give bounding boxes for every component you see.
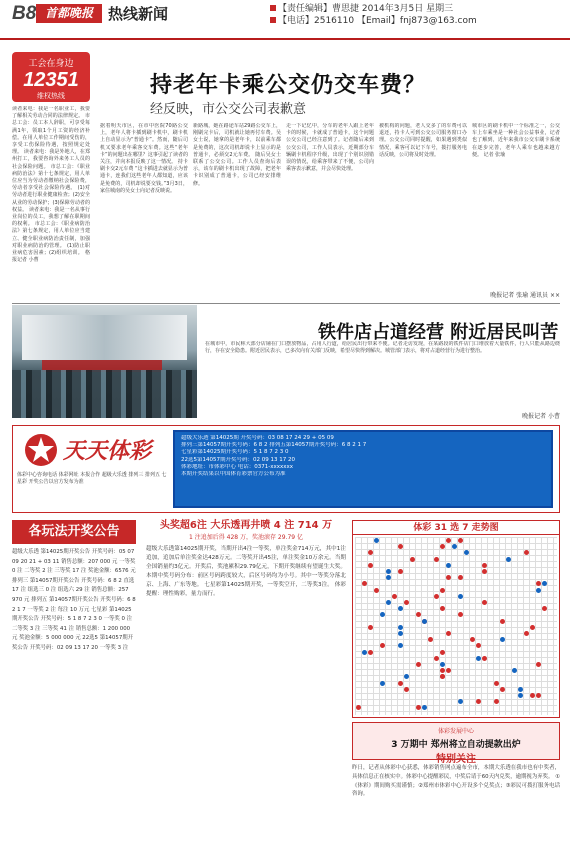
news-photo — [12, 305, 197, 418]
trend-chart — [352, 520, 560, 718]
trend-marker — [398, 625, 403, 630]
trend-marker — [380, 643, 385, 648]
trend-marker — [440, 588, 445, 593]
trend-marker — [404, 674, 409, 679]
section-title: 热线新闻 — [108, 5, 169, 23]
trend-marker — [524, 631, 529, 636]
trend-marker — [476, 643, 481, 648]
trend-marker — [518, 687, 523, 692]
trend-marker — [476, 656, 481, 661]
column-badge — [12, 52, 90, 102]
trend-marker — [416, 612, 421, 617]
photo-storefront — [22, 315, 187, 360]
draw-notice — [12, 520, 136, 838]
contact-line: 【电话】2516110 【Email】fnj873@163.com — [278, 16, 477, 26]
trend-marker — [398, 569, 403, 574]
trend-marker — [362, 581, 367, 586]
notice-body: 超级大乐透 第14025期开奖公告 开奖号码：05 07 09 20 21 + 03 11 销售总额：207 000 元 一等奖 0 注 二等奖 2 注 三等奖 17 注 奖池金额：6576 元 排列三 第14057期开奖公告 开奖号码：6 8 2 直选 17 注 组选三 0 注 组选六 29 注 销售总额：257 970 元 排列五 第14057期开奖公告 开奖号码：6 8 2 1 7 一等奖 2 注 每注 10 万元 七星彩 第14025期开奖公告 开奖号码：5 1 8 7 2 3 0 一等奖 0 注 二等奖 3 注 三等奖 41 注 销售总额：1 200 000 元 奖池金额：5 000 000 元 22选5 第14057期开奖公告 开奖号码：02 09 13 17 20 一等奖 3 注 — [12, 549, 136, 651]
promo-line-3: 特别关注 — [436, 754, 476, 765]
trend-marker — [416, 705, 421, 710]
trend-marker — [482, 563, 487, 568]
lottery-result-line: 七星彩第14025期开奖号码：5 1 8 7 2 3 0 — [181, 449, 289, 456]
trend-marker — [500, 637, 505, 642]
trend-marker — [446, 668, 451, 673]
main-headline: 持老年卡乘公交仍交车费？ — [150, 73, 427, 98]
lottery-banner — [12, 425, 560, 513]
trend-marker — [404, 600, 409, 605]
trend-marker — [374, 588, 379, 593]
trend-marker — [512, 668, 517, 673]
trend-marker — [458, 575, 463, 580]
trend-marker — [434, 656, 439, 661]
lottery-article-subhead: 1 注追加后得 428 万，奖池滚存 29.79 亿 — [189, 534, 303, 541]
trend-marker — [536, 581, 541, 586]
lottery-title: 天天体彩 — [63, 439, 152, 464]
badge-label: 工会在身边 — [28, 59, 74, 69]
trend-marker — [440, 662, 445, 667]
trend-marker — [422, 705, 427, 710]
article-column-5 — [472, 123, 560, 303]
trend-marker — [368, 650, 373, 655]
trend-marker — [500, 687, 505, 692]
article2-byline: 晚报记者 小曹 — [522, 413, 560, 420]
trend-marker — [464, 550, 469, 555]
trend-marker — [470, 637, 475, 642]
side-article-body: 昨日，记者从体彩中心获悉，体彩销售网点遍布全市，本期大乐透在我市也有中奖者，具体信息正在核实中。体彩中心提醒彩民，中奖后请于60天内兑奖，逾期视为弃奖。 ①《体彩》期间购买需谨慎；②郑州市体彩中心开设多个兑奖点；③彩民可拨打服务电话咨询。 — [352, 765, 560, 798]
trend-marker — [374, 538, 379, 543]
trend-marker — [536, 588, 541, 593]
trend-marker — [446, 631, 451, 636]
main-byline: 晚报记者 张瑜 通讯员 ×× — [490, 292, 560, 299]
trend-marker — [536, 693, 541, 698]
article2 — [205, 341, 560, 421]
promo-line-1: 体彩发展中心 — [437, 728, 474, 735]
trend-marker — [440, 606, 445, 611]
trend-chart-title: 体彩 31 选 7 走势图 — [353, 521, 559, 535]
trend-marker — [428, 637, 433, 642]
trend-marker — [434, 594, 439, 599]
lottery-info: 体彩中心咨询电话 体彩网址 本报合作 超级大乐透 排列三 排列五 七星彩 开奖公告以官方发布为准 — [17, 472, 167, 485]
trend-marker — [440, 674, 445, 679]
trend-marker — [380, 612, 385, 617]
trend-marker — [476, 699, 481, 704]
lottery-article — [146, 520, 346, 838]
trend-marker — [440, 544, 445, 549]
lottery-star-icon — [23, 432, 59, 468]
trend-marker — [356, 705, 361, 710]
trend-marker — [440, 650, 445, 655]
lottery-result-line: 超级大乐透 第14025期 开奖号码：03 08 17 24 29 + 05 09 — [181, 435, 334, 441]
trend-marker — [458, 594, 463, 599]
trend-marker — [530, 625, 535, 630]
trend-marker — [434, 557, 439, 562]
promo-line-2: 3 万期中 郑州将立自动提款出炉 — [391, 740, 521, 750]
page-header — [0, 0, 570, 40]
trend-marker — [386, 569, 391, 574]
trend-marker — [494, 681, 499, 686]
trend-marker — [542, 581, 547, 586]
lottery-results-panel — [173, 430, 553, 508]
trend-marker — [446, 563, 451, 568]
divider — [12, 303, 560, 304]
badge-hotline-number: 12351 — [23, 69, 79, 91]
trend-marker — [398, 631, 403, 636]
article-column-2: 新路城，她在路途车站29路公交车上，刚刷完卡后，司机就让她再付车费。吴女士说，她拿的是老年卡，以前乘车都是免费的，这次司机却说卡上显示的是普通卡，必须交2元车费。 随后吴女士联系了公交公司。工作人员查询后表示，该车的刷卡机出现了故障，把老年卡识别成了普通卡，公司已经安排维修。 — [193, 123, 281, 187]
bullet-icon — [270, 5, 276, 11]
trend-marker — [410, 557, 415, 562]
notice-title: 各玩法开奖公告 — [12, 520, 136, 544]
trend-marker — [440, 668, 445, 673]
trend-marker — [422, 619, 427, 624]
editor-line: 【责任编辑】曹思捷 2014年3月5日 星期三 — [278, 4, 454, 14]
qa-column — [12, 52, 90, 305]
trend-marker — [542, 606, 547, 611]
bullet-icon — [270, 17, 276, 23]
trend-marker — [368, 563, 373, 568]
trend-marker — [452, 544, 457, 549]
main-article — [100, 123, 560, 303]
trend-marker — [506, 557, 511, 562]
trend-marker — [446, 538, 451, 543]
trend-marker — [398, 681, 403, 686]
trend-marker — [482, 569, 487, 574]
trend-marker — [416, 662, 421, 667]
trend-marker — [380, 681, 385, 686]
trend-marker — [482, 600, 487, 605]
trend-marker — [446, 575, 451, 580]
lottery-article-headline: 头奖超6注 大乐透再井喷 4 注 714 万 — [159, 520, 333, 531]
trend-marker — [398, 606, 403, 611]
badge-tag: 维权热线 — [37, 92, 65, 100]
main-subhead: 经反映，市公交公司表歉意 — [150, 102, 307, 117]
photo-street — [12, 370, 197, 418]
trend-marker — [368, 550, 373, 555]
lottery-result-line: 本期开奖结果以中国体育彩票官方公布为准 — [181, 471, 286, 478]
qa-column-text: 读者来电：我是一名职业工，我要了解相关劳动合同的法律规定。 市总工会：员工本人辞职，可享受每满1年，领取1个月工资的经济补偿。在用人单位工作期间受伤的，享受工伤保险待遇，按照规定处理。 读者来电：我是外地人，在郑州打工，我要咨询外来务工人员的社会保险问题。 市总工会：《职业病防治法》第十七条规定，用人单位应当为劳动者缴纳社会保险费，劳动者享受社会保险待遇。 (1)对劳动者进行职业健康检查；(2)安全从业的劳动保护；(3)保障劳动者的权益。 读者来电：我是一名从事行业岗位的员工，我想了解在职期间的权利。 市总工会：《职业病防治法》第七条规定，用人单位应当建立、健全职业病防治责任制，加强对职业病防治的管理。 (1)防止职业病危害因素；(2)组织培训。 格报记者 小曹 — [12, 106, 90, 264]
article-column-5-text: 城市区的刷卡机中一个标准之一，公交车上车乘坐是一种社会公益事业，记者也了解到，近年来我市公交车刷卡系统在逐步完善，老年人乘车也越来越方便。 记者 张瑜 — [472, 123, 560, 158]
newspaper-logo: 首都晚报 — [36, 4, 102, 23]
lottery-article-body: 超级大乐透第14025期开奖，当期开出4注一等奖，单注奖金714万元，其中1注追加，追加后单注奖金达428万元。二等奖开出45注，单注奖金10万余元。当期全国销量约3亿元。开奖后，奖池累积29.79亿元，下期开奖继续有望诞生大奖。 本期中奖号码分布：前区号码跨度较大，后区号码均为小号。其中一等奖分落北京、上海、广东等地。 七星彩第14025期开奖，一等奖空开，二等奖3注。 体彩提醒：理性购彩，量力而行。 — [146, 546, 346, 597]
trend-marker — [500, 619, 505, 624]
article-column-3: 走一下记忆中，分车的老年人跟上老年卡的时候，卡就成了普通卡，这个问题公交公司已经注意到了。记者随后来到公交公司，工作人员表示，近期部分车辆刷卡机程序升级，出现了个别识别错误的情况，给乘客带来了不便，公司向乘客表示歉意，并会尽快处理。 — [286, 123, 374, 173]
article-column-1: 据着明天市区，在市中医院70路公交上，老年人将卡插到刷卡机中，刷卡机上自动显示为“普通卡”。然而，随后司机又要求老年乘客交车费。这些“老年卡”的问题出在哪里？这事引起了读者的关注，并向本报反映了这一情况。 持卡刷卡交2元车费 “这卡插进去就显示为普通卡，连我们这些老年人都知道，应该是免费的，司机却说要交钱。”3月3日，家住城南的吴女士向记者反映说。 — [100, 123, 188, 194]
article2-headline: 铁件店占道经营 附近居民叫苦 — [318, 322, 559, 343]
trend-marker — [518, 693, 523, 698]
trend-grid — [355, 537, 557, 715]
trend-marker — [482, 656, 487, 661]
trend-marker — [458, 538, 463, 543]
article2-body: 在城市中，市民称大部分店铺在门口摆放物品，占用人行道，给居民出行带来不便。记者走访发现，在某路段的铁件店门口堆放着大量铁件，行人只能从路边绕行，存在安全隐患。附近居民表示，已多次向有关部门反映，希望尽快得到解决。城管部门表示，将对占道经营行为进行整治。 — [205, 341, 560, 355]
trend-marker — [458, 612, 463, 617]
lottery-result-line: 22选5第14057期开奖号码：02 09 13 17 20 — [181, 456, 295, 463]
header-info — [270, 3, 477, 27]
trend-marker — [524, 550, 529, 555]
trend-marker — [398, 643, 403, 648]
trend-marker — [386, 600, 391, 605]
trend-marker — [386, 575, 391, 580]
trend-marker — [362, 650, 367, 655]
lottery-side-article — [352, 764, 560, 840]
trend-marker — [494, 699, 499, 704]
trend-marker — [398, 544, 403, 549]
promo-box — [352, 722, 560, 765]
trend-marker — [536, 662, 541, 667]
lottery-result-line: 体彩地址：市体彩中心 电话：0371-xxxxxxx — [181, 463, 294, 470]
trend-marker — [530, 693, 535, 698]
trend-marker — [458, 699, 463, 704]
trend-marker — [404, 687, 409, 692]
lottery-result-line: 排列三第14057期开奖号码：6 8 2 排列五第14057期开奖号码：6 8 2 1 7 — [181, 442, 367, 449]
page-number: B8 — [12, 3, 37, 24]
trend-marker — [392, 594, 397, 599]
article-column-4: 被机构的问题，老人交多了的车费可以退还，持卡人可到公交公司服务窗口办理。公交公司同时提醒，如果遇到类似情况，乘客可以记下车号，拨打服务电话反映，公司将及时处理。 — [379, 123, 467, 158]
trend-marker — [368, 625, 373, 630]
